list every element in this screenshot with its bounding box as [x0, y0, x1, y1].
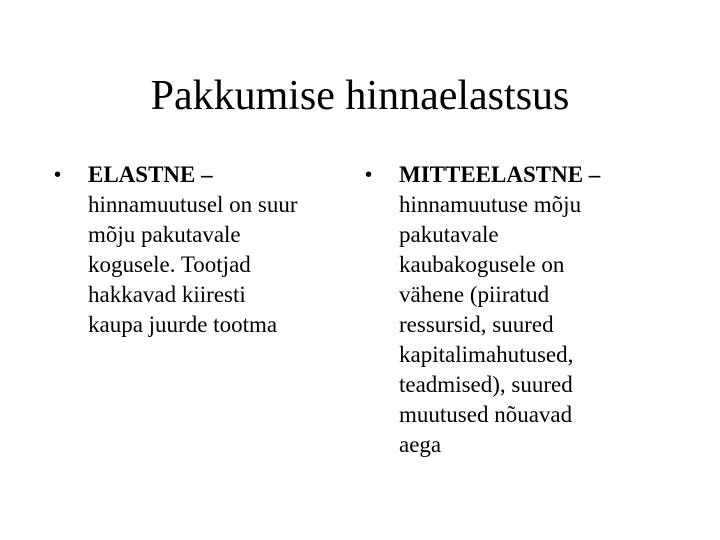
bullet-text-line: teadmised), suured — [399, 372, 573, 397]
bullet-item-inelastic — [365, 160, 665, 460]
bullet-heading: MITTEELASTNE – — [399, 162, 601, 187]
bullet-text-line: aega — [399, 432, 442, 457]
bullet-text-line: ressursid, suured — [399, 312, 554, 337]
bullet-text-line: kapitalimahutused, — [399, 342, 574, 367]
bullet-text-line: hakkavad kiiresti — [88, 282, 246, 307]
bullet-text-line: mõju pakutavale — [88, 222, 241, 247]
bullet-text-line: kaupa juurde tootma — [88, 312, 278, 337]
bullet-text-line: hinnamuutuse mõju — [399, 192, 582, 217]
bullet-text-line: vähene (piiratud — [399, 282, 550, 307]
bullet-text-line: hinnamuutusel on suur — [88, 192, 298, 217]
bullet-icon: • — [365, 164, 373, 186]
right-column — [365, 160, 665, 460]
bullet-icon: • — [54, 164, 62, 186]
bullet-text-line: kaubakogusele on — [399, 252, 565, 277]
bullet-text-line: muutused nõuavad — [399, 402, 573, 427]
bullet-heading: ELASTNE – — [88, 162, 213, 187]
bullet-item-elastic — [54, 160, 354, 340]
left-column — [54, 160, 354, 340]
bullet-text-line: pakutavale — [399, 222, 499, 247]
bullet-text-line: kogusele. Tootjad — [88, 252, 251, 277]
slide-title: Pakkumise hinnaelastsus — [150, 73, 570, 119]
